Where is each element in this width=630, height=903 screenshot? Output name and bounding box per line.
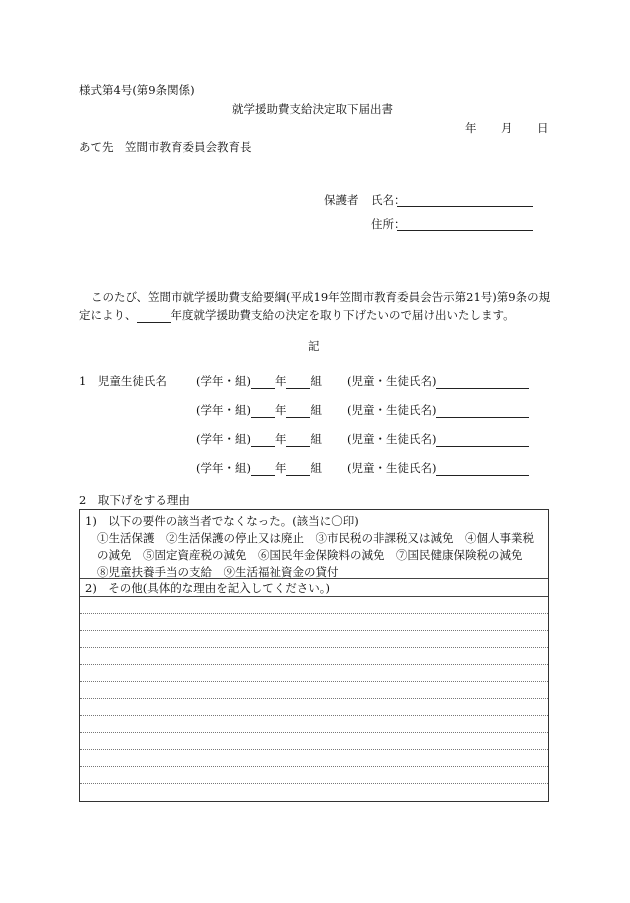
student-row [196,460,322,476]
grade-label: (学年・組) [196,374,251,388]
child-name-field[interactable] [436,462,529,476]
writing-line[interactable] [80,698,548,699]
reason1-title: 1) 以下の要件の該当者でなくなった。(該当に〇印) [85,514,359,528]
ki-heading: 記 [308,339,320,353]
child-name [347,460,529,476]
child-label: (児童・生徒氏名) [347,461,437,475]
addressee: あて先 笠間市教育委員会教育長 [79,140,252,154]
reason1-options-line2[interactable]: の減免 ⑤固定資産税の減免 ⑥国民年金保険料の減免 ⑦国民健康保険税の減免 [97,548,523,562]
date-year: 年 [465,121,477,135]
child-label: (児童・生徒氏名) [347,374,437,388]
class-field[interactable] [286,433,310,447]
writing-line[interactable] [80,681,548,682]
body-line-2-suffix: 年度就学援助費支給の決定を取り下げたいので届け出いたします。 [170,308,515,322]
reason2-divider [80,510,548,597]
writing-line[interactable] [80,664,548,665]
document-title: 就学援助費支給決定取下届出書 [232,102,393,116]
guardian-label: 保護者 [324,193,359,207]
guardian-name-label: 氏名： [371,193,406,207]
child-name [347,431,529,447]
kumi-label: 組 [310,432,322,446]
child-name-field[interactable] [436,375,529,389]
section2-label: 2 取下げをする理由 [79,493,190,507]
guardian-name-field[interactable] [397,192,533,207]
child-name [347,402,529,418]
child-name-field[interactable] [436,433,529,447]
grade-field[interactable] [251,404,275,418]
nen-label: 年 [274,403,287,417]
class-field[interactable] [286,462,310,476]
grade-label: (学年・組) [196,403,251,417]
writing-line[interactable] [80,783,548,784]
kumi-label: 組 [310,461,322,475]
writing-line[interactable] [80,749,548,750]
writing-line[interactable] [80,630,548,631]
reason-table [79,509,549,802]
nen-label: 年 [274,374,287,388]
writing-line[interactable] [80,715,548,716]
child-label: (児童・生徒氏名) [347,432,437,446]
form-number: 様式第4号(第9条関係) [79,83,195,97]
date-month: 月 [501,121,513,135]
grade-field[interactable] [251,462,275,476]
kumi-label: 組 [310,403,322,417]
section1-label: 1 児童生徒氏名 [79,374,167,388]
grade-field[interactable] [251,433,275,447]
writing-line[interactable] [80,732,548,733]
nen-label: 年 [274,432,287,446]
child-name [347,373,529,389]
student-row [196,402,322,418]
body-line-2-prefix: 定により、 [79,308,137,322]
guardian-address-label: 住所： [371,217,406,231]
body-line-2 [79,307,515,323]
date-day: 日 [537,121,549,135]
writing-line[interactable] [80,766,548,767]
reason2-title: 2) その他(具体的な理由を記入してください。) [85,581,331,595]
fiscal-year-field[interactable] [137,309,171,323]
reason1-options-line1[interactable]: ①生活保護 ②生活保護の停止又は廃止 ③市民税の非課税又は減免 ④個人事業税 [97,531,534,545]
grade-label: (学年・組) [196,461,251,475]
reason1-options-line3[interactable]: ⑧児童扶養手当の支給 ⑨生活福祉資金の貸付 [97,565,339,579]
student-row [196,431,322,447]
writing-line[interactable] [80,647,548,648]
student-row [196,373,322,389]
grade-field[interactable] [251,375,275,389]
nen-label: 年 [274,461,287,475]
kumi-label: 組 [310,374,322,388]
child-name-field[interactable] [436,404,529,418]
class-field[interactable] [286,404,310,418]
writing-line[interactable] [80,613,548,614]
guardian-address-field[interactable] [397,216,533,231]
class-field[interactable] [286,375,310,389]
child-label: (児童・生徒氏名) [347,403,437,417]
body-line-1: このたび、笠間市就学援助費支給要綱(平成19年笠間市教育委員会告示第21号)第9条の規 [91,290,551,304]
grade-label: (学年・組) [196,432,251,446]
